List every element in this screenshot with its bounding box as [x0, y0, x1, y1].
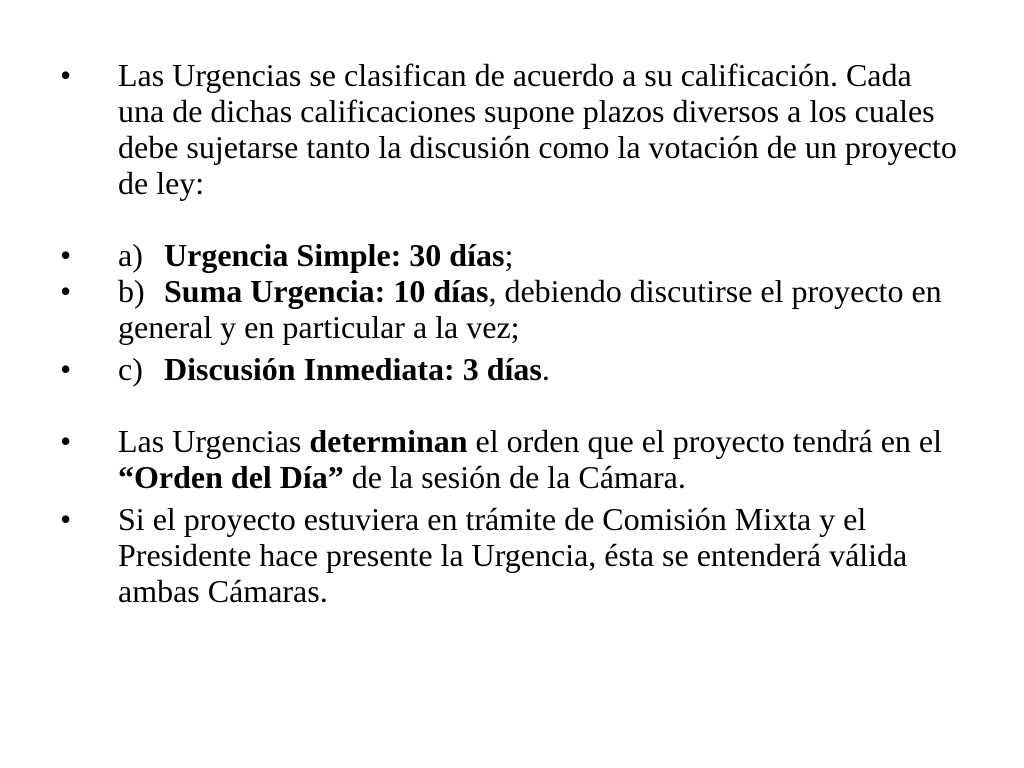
item-text: Si el proyecto estuviera en trámite de Comisión Mixta y el Presidente hace presente la Urgencia, ésta se entenderá válida ambas Cámaras. [118, 501, 908, 609]
item-bold-text: Suma Urgencia: 10 días [164, 273, 489, 309]
bullet-item-urgencia-simple [60, 237, 960, 273]
bullet-icon: • [60, 351, 72, 387]
bullet-item-classification [60, 57, 960, 201]
item-text-after: ; [504, 237, 514, 273]
item-text-after: de la sesión de la Cámara. [343, 459, 686, 495]
item-label: a) [118, 237, 143, 273]
item-bold-text: determinan [309, 423, 468, 459]
item-text-after: . [541, 351, 550, 387]
item-bold-text: Discusión Inmediata: 3 días [164, 351, 542, 387]
bullet-icon: • [60, 57, 72, 93]
bullet-item-suma-urgencia [60, 273, 960, 345]
bullet-item-discusion-inmediata [60, 351, 960, 387]
bullet-icon: • [60, 423, 72, 459]
bullet-item-comision-mixta [60, 501, 960, 609]
bullet-icon: • [60, 237, 72, 273]
item-text-before: Las Urgencias [118, 423, 310, 459]
item-text-after: , debiendo discutirse el proyecto en general y en particular a la vez; [118, 273, 942, 345]
item-bold-quote: “Orden del Día” [118, 459, 344, 495]
item-text-middle: el orden que el proyecto tendrá en el [467, 423, 942, 459]
bullet-icon: • [60, 501, 72, 537]
bullet-item-orden-del-dia [60, 423, 960, 495]
item-label: b) [118, 273, 145, 309]
item-label: c) [118, 351, 143, 387]
item-text: Las Urgencias se clasifican de acuerdo a su calificación. Cada una de dichas calificaciones supone plazos diversos a los cuales debe sujetarse tanto la discusión como la votación de un proyecto de ley: [118, 57, 957, 201]
item-bold-text: Urgencia Simple: 30 días [164, 237, 505, 273]
bullet-list [60, 57, 960, 609]
bullet-icon: • [60, 273, 72, 309]
